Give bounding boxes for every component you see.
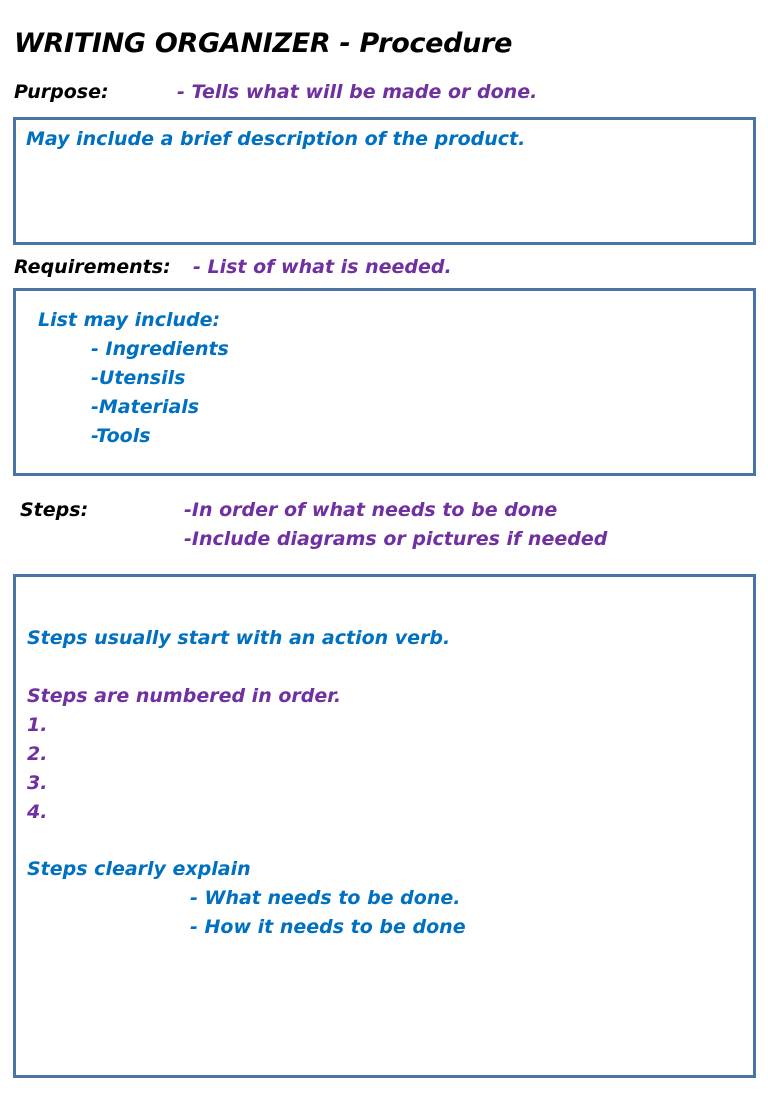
requirements-item: -Utensils bbox=[91, 367, 186, 389]
requirements-item: -Materials bbox=[91, 396, 200, 418]
purpose-label: Purpose: bbox=[14, 81, 109, 103]
purpose-box[interactable] bbox=[13, 117, 756, 245]
requirements-box-heading: List may include: bbox=[38, 309, 221, 331]
purpose-box-text: May include a brief description of the product. bbox=[26, 128, 526, 150]
steps-box-explain-item: - What needs to be done. bbox=[190, 887, 461, 909]
steps-box-numbered-heading: Steps are numbered in order. bbox=[27, 685, 342, 707]
requirements-label: Requirements: bbox=[14, 256, 171, 278]
step-number: 4. bbox=[27, 801, 48, 823]
steps-box[interactable] bbox=[13, 574, 756, 1078]
requirements-item: -Tools bbox=[91, 425, 151, 447]
steps-box-explain-heading: Steps clearly explain bbox=[27, 858, 251, 880]
steps-hint: -In order of what needs to be done bbox=[184, 499, 558, 521]
step-number: 3. bbox=[27, 772, 48, 794]
title-main: WRITING ORGANIZER bbox=[14, 28, 331, 59]
steps-label: Steps: bbox=[20, 499, 89, 521]
requirements-item: - Ingredients bbox=[91, 338, 229, 360]
page-title bbox=[14, 28, 512, 59]
steps-box-action-verb-text: Steps usually start with an action verb. bbox=[27, 627, 451, 649]
purpose-hint: - Tells what will be made or done. bbox=[177, 81, 538, 103]
requirements-box[interactable] bbox=[13, 288, 756, 476]
steps-hint: -Include diagrams or pictures if needed bbox=[184, 528, 608, 550]
title-separator: - bbox=[330, 28, 360, 59]
requirements-hint: - List of what is needed. bbox=[193, 256, 452, 278]
steps-box-explain-item: - How it needs to be done bbox=[190, 916, 466, 938]
title-sub: Procedure bbox=[359, 28, 513, 59]
step-number: 1. bbox=[27, 714, 48, 736]
step-number: 2. bbox=[27, 743, 48, 765]
